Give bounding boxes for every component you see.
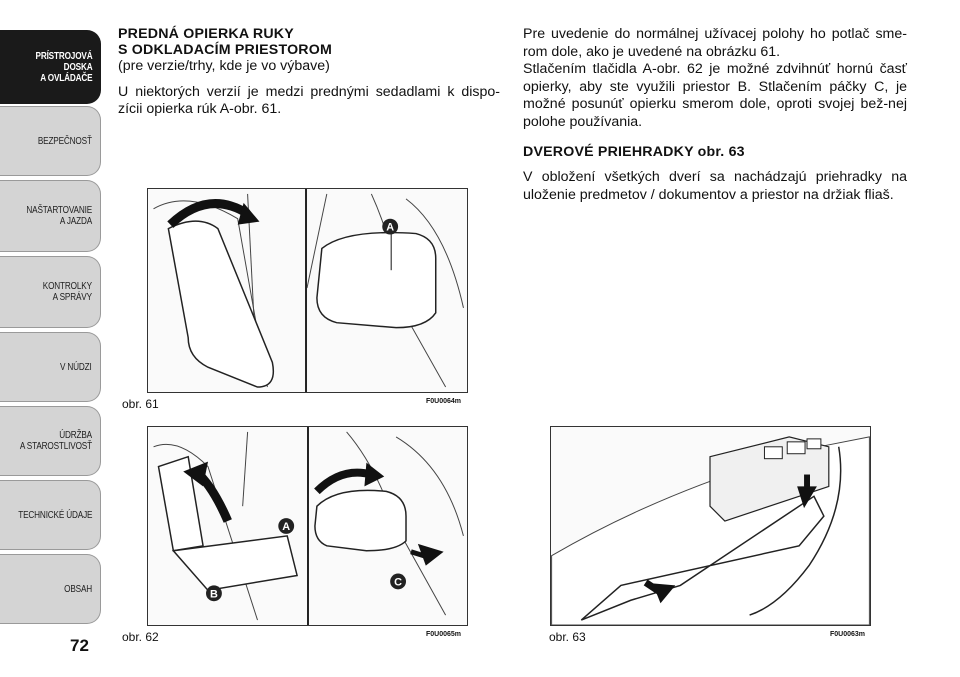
tab-label: PRÍSTROJOVÁ DOSKA A OVLÁDAČE [35,50,92,84]
tab-label: BEZPEČNOSŤ [38,135,92,147]
tab-label: TECHNICKÉ ÚDAJE [17,509,92,521]
marker-b-label: B [210,588,218,601]
caption-fig62: obr. 62 [122,630,159,644]
right-paragraph-2: Stlačením tlačidla A-obr. 62 je možné zdvihnúť hornú časť opierky, aby ste využili priestor B. Stlačením páčky C, je možné posunúť opierku smerom dole, oproti svojej bež-nej polohe používania. [523,61,907,130]
code-fig61: F0U0064m [426,398,462,405]
marker-a-label: A [386,221,395,234]
tab-obsah[interactable] [0,554,101,624]
marker-a-label: A [282,520,291,533]
tab-label: KONTROLKY A SPRÁVY [42,281,92,303]
tab-label: ÚDRŽBA A STAROSTLIVOSŤ [19,430,92,452]
figure-63 [550,426,871,626]
tab-bezpecnost[interactable] [0,106,101,176]
left-column [118,26,500,119]
section-heading-line2: S ODKLADACÍM PRIESTOROM [118,42,333,58]
page-number: 72 [70,636,89,655]
section-subtitle: (pre verzie/trhy, kde je vo výbave) [118,58,330,74]
tab-kontrolky[interactable] [0,256,101,328]
code-fig62: F0U0065m [426,631,462,638]
armrest-open-illustration [148,427,467,625]
tab-udrzba[interactable] [0,406,101,476]
door-pockets-heading: DVEROVÉ PRIEHRADKY obr. 63 [523,144,745,160]
figure-62 [147,426,468,626]
code-fig63: F0U0063m [830,631,866,638]
tab-technicke-udaje[interactable] [0,480,101,550]
armrest-illustration [148,189,467,392]
tab-label: OBSAH [64,583,92,595]
right-paragraph-3: V obložení všetkých dverí sa nachádzajú priehradky na uloženie predmetov / dokumentov a priestor na držiak fliaš. [523,169,907,203]
right-paragraph-1: Pre uvedenie do normálnej užívacej polohy ho potlač sme-rom dole, ako je uvedené na obrázku 61. [523,26,907,60]
caption-fig61: obr. 61 [122,397,159,411]
tab-label: NAŠTARTOVANIE A JAZDA [26,205,92,227]
caption-fig63: obr. 63 [549,630,586,644]
door-pocket-illustration [551,427,870,625]
tab-pristrojova-doska[interactable] [0,30,101,104]
tab-nastartovanie[interactable] [0,180,101,252]
marker-c-label: C [394,576,403,589]
figure-61 [147,188,468,393]
left-body-text: U niektorých verzií je medzi prednými sedadlami k dispo-zícii opierka rúk A-obr. 61. [118,83,500,117]
section-heading-line1: PREDNÁ OPIERKA RUKY [118,26,294,42]
right-column [523,26,907,204]
tab-v-nudzi[interactable] [0,332,101,402]
tab-label: V NÚDZI [60,361,92,373]
